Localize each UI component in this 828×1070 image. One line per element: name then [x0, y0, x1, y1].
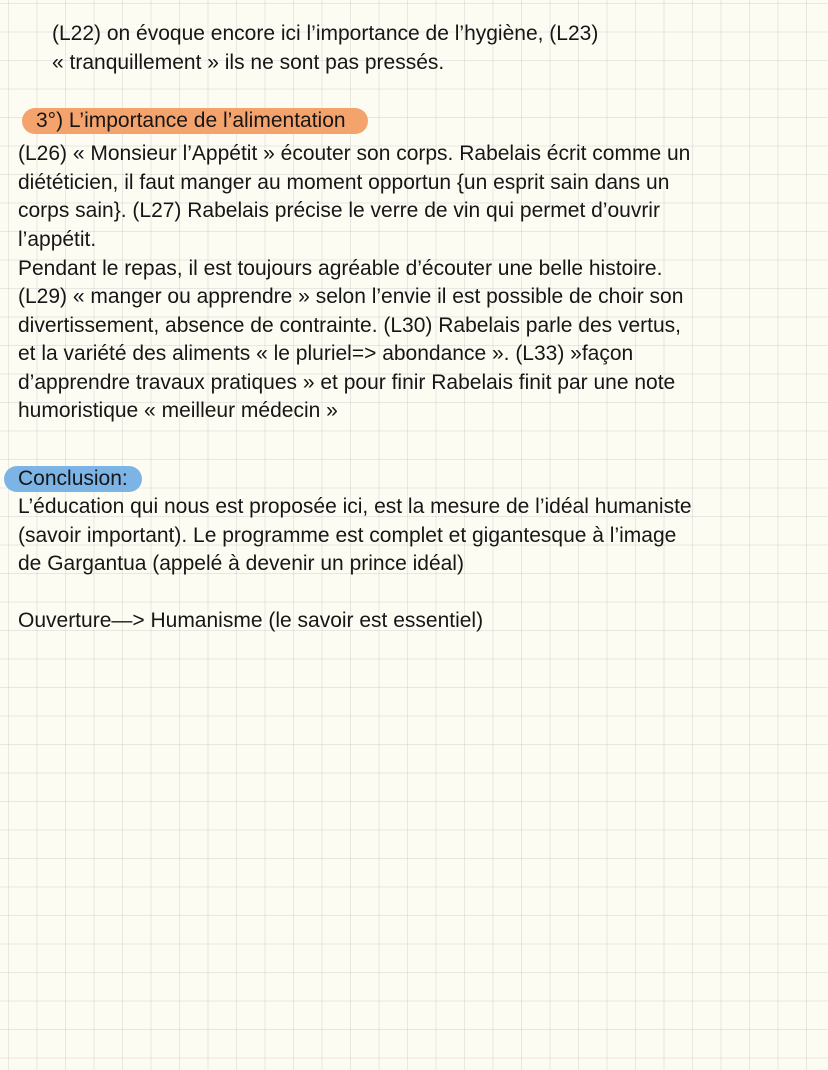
- section-3-line-3: corps sain}. (L27) Rabelais précise le verre de vin qui permet d’ouvrir: [18, 199, 660, 222]
- conclusion-line-2: (savoir important). Le programme est complet et gigantesque à l’image: [18, 524, 677, 547]
- section-3-line-7: divertissement, absence de contrainte. (L30) Rabelais parle des vertus,: [18, 314, 682, 337]
- section-3-line-10: humoristique « meilleur médecin »: [18, 399, 338, 422]
- conclusion-line-3: de Gargantua (appelé à devenir un prince idéal): [18, 552, 464, 575]
- conclusion-line-1: L’éducation qui nous est proposée ici, est la mesure de l’idéal humaniste: [18, 495, 692, 518]
- section-3-heading: 3°) L’importance de l’alimentation: [22, 108, 368, 134]
- conclusion-heading: Conclusion:: [4, 466, 142, 492]
- section-3-line-4: l’appétit.: [18, 228, 97, 251]
- ouverture-line: Ouverture—> Humanisme (le savoir est essentiel): [18, 609, 484, 632]
- section-3-line-2: diététicien, il faut manger au moment opportun {un esprit sain dans un: [18, 171, 670, 194]
- intro-line-2: « tranquillement » ils ne sont pas pressés.: [52, 51, 445, 74]
- section-3-line-1: (L26) « Monsieur l’Appétit » écouter son corps. Rabelais écrit comme un: [18, 142, 691, 165]
- section-3-line-8: et la variété des aliments « le pluriel=> abondance ». (L33) »façon: [18, 342, 634, 365]
- section-3-line-6: (L29) « manger ou apprendre » selon l’envie il est possible de choir son: [18, 285, 684, 308]
- section-3-line-9: d’apprendre travaux pratiques » et pour finir Rabelais finit par une note: [18, 371, 676, 394]
- section-3-line-5: Pendant le repas, il est toujours agréable d’écouter une belle histoire.: [18, 257, 663, 280]
- intro-line-1: (L22) on évoque encore ici l’importance de l’hygiène, (L23): [52, 22, 599, 45]
